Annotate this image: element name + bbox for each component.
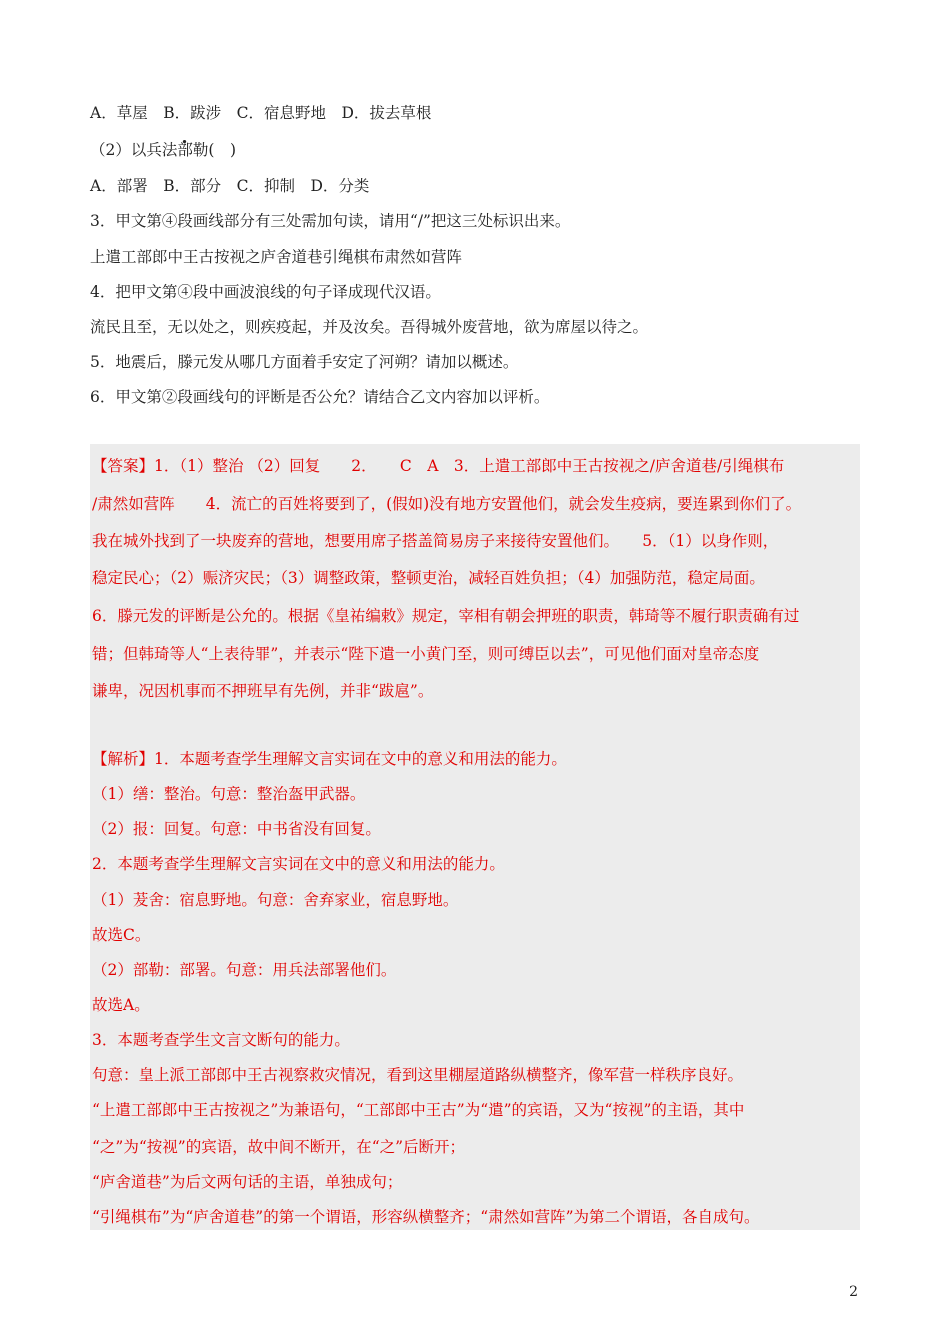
answer-line-3: 我在城外找到了一块废弃的营地，想要用席子搭盖简易房子来接待安置他们。 5．（1）以身作则，: [92, 532, 779, 550]
analysis-line-1: 【解析】1．本题考查学生理解文言实词在文中的意义和用法的能力。: [92, 750, 567, 768]
analysis-line-9: 3．本题考查学生文言文断句的能力。: [92, 1031, 350, 1049]
q2-dotted-word: 部勒: [177, 141, 209, 159]
question-line-3: A．部署 B．部分 C．抑制 D．分类: [90, 177, 370, 195]
page-number: 2: [849, 1284, 858, 1300]
question-line-1: A．草屋 B．跋涉 C．宿息野地 D．拔去草根: [90, 104, 432, 122]
analysis-line-2: （1）缮：整治。句意：整治盔甲武器。: [92, 785, 366, 803]
analysis-line-5: （1）茇舍：宿息野地。句意：舍弃家业，宿息野地。: [92, 891, 459, 909]
analysis-line-14: “引绳棋布”为“庐舍道巷”的第一个谓语，形容纵横整齐；“肃然如营阵”为第二个谓语，各自成句。: [92, 1208, 760, 1226]
analysis-line-7: （2）部勒：部署。句意：用兵法部署他们。: [92, 961, 397, 979]
answer-line-1: 【答案】1．（1）整治 （2）回复 2． C A 3．上遣工部郎中王古按视之/庐舍道巷/引绳棋布: [92, 457, 785, 475]
analysis-line-3: （2）报：回复。句意：中书省没有回复。: [92, 820, 381, 838]
q2-suffix: ( ): [208, 141, 236, 159]
question-line-8: 5．地震后，滕元发从哪几方面着手安定了河朔？请加以概述。: [90, 353, 519, 371]
question-line-4: 3．甲文第④段画线部分有三处需加句读，请用“/”把这三处标识出来。: [90, 212, 571, 230]
analysis-line-13: “庐舍道巷”为后文两句话的主语，单独成句；: [92, 1173, 403, 1191]
question-line-5: 上遣工部郎中王古按视之庐舍道巷引绳棋布肃然如营阵: [90, 248, 463, 266]
answer-line-6: 错；但韩琦等人“上表待罪”，并表示“陛下遣一小黄门至，则可缚臣以去”，可见他们面对皇帝态度: [92, 645, 760, 663]
question-line-9: 6．甲文第②段画线句的评断是否公允？请结合乙文内容加以评析。: [90, 388, 550, 406]
q2-prefix: （2）以兵法: [90, 141, 178, 159]
question-line-7: 流民且至，无以处之，则疾疫起，并及汝矣。吾得城外废营地，欲为席屋以待之。: [90, 318, 649, 336]
answer-line-5: 6．滕元发的评断是公允的。根据《皇祐编敕》规定，宰相有朝会押班的职责，韩琦等不履行职责确有过: [92, 607, 800, 625]
analysis-line-8: 故选A。: [92, 996, 150, 1014]
analysis-line-6: 故选C。: [92, 926, 151, 944]
answer-line-7: 谦卑，况因机事而不押班早有先例，并非“跋扈”。: [92, 682, 434, 700]
analysis-line-4: 2．本题考查学生理解文言实词在文中的意义和用法的能力。: [92, 855, 505, 873]
analysis-line-11: “上遣工部郎中王古按视之”为兼语句，“工部郎中王古”为“遣”的宾语，又为“按视”的主语，其中: [92, 1101, 745, 1119]
question-line-6: 4．把甲文第④段中画波浪线的句子译成现代汉语。: [90, 283, 441, 301]
answer-line-2: /肃然如营阵 4．流亡的百姓将要到了，(假如)没有地方安置他们，就会发生疫病，要连累到你们了。: [92, 495, 802, 513]
question-line-2: [90, 140, 236, 160]
analysis-line-10: 句意：皇上派工部郎中王古视察救灾情况，看到这里棚屋道路纵横整齐，像军营一样秩序良好。: [92, 1066, 744, 1084]
answer-line-4: 稳定民心；（2）赈济灾民；（3）调整政策，整顿吏治，减轻百姓负担；（4）加强防范，稳定局面。: [92, 569, 765, 587]
analysis-line-12: “之”为“按视”的宾语，故中间不断开，在“之”后断开；: [92, 1138, 466, 1156]
